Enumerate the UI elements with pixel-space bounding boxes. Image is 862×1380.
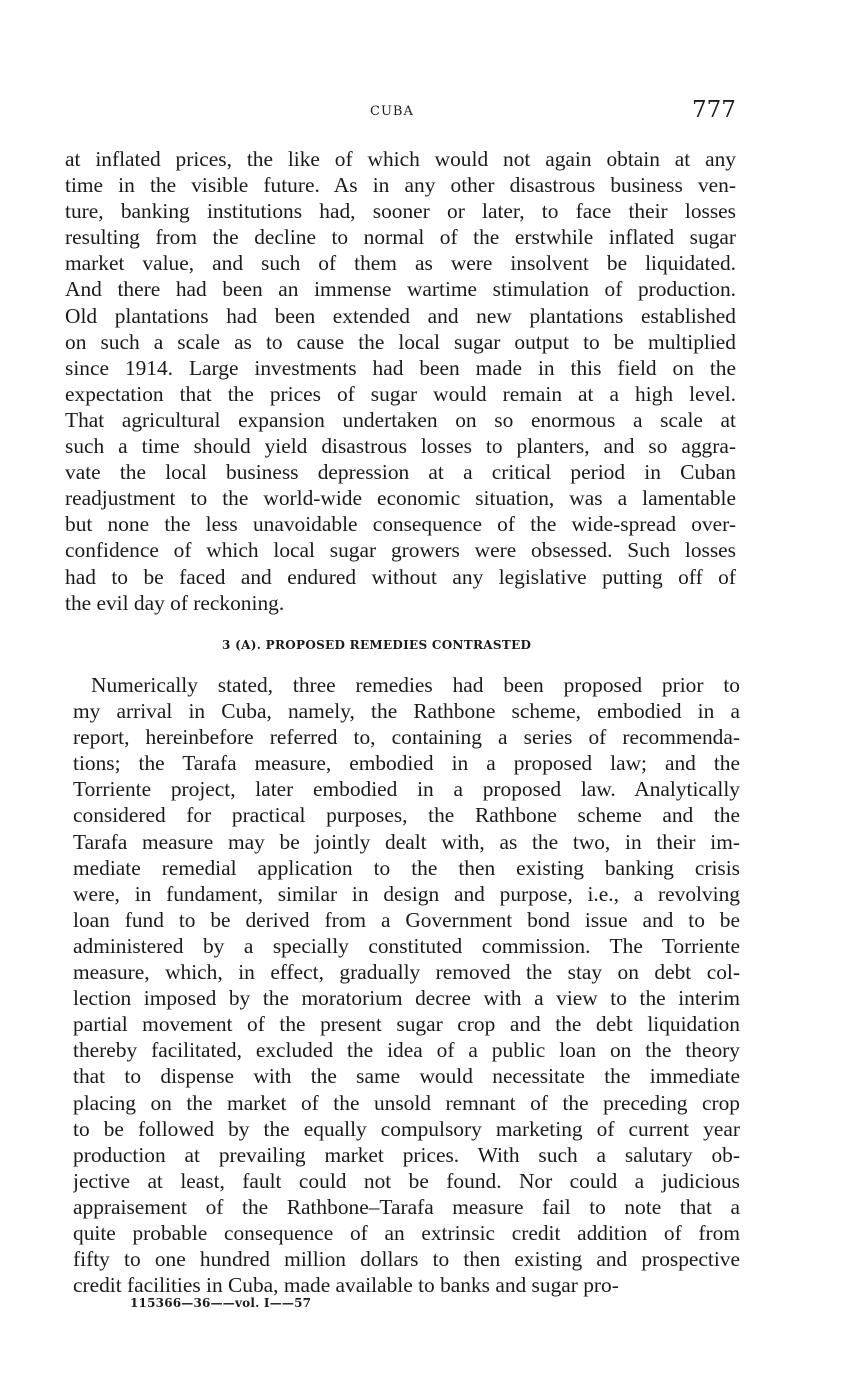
text-line: jective at least, fault could not be found. Nor could a judicious <box>73 1168 740 1193</box>
text-line: that to dispense with the same would necessitate the immediate <box>73 1064 740 1089</box>
text-line: lection imposed by the moratorium decree with a view to the interim <box>73 986 740 1011</box>
text-line: tions; the Tarafa measure, embodied in a proposed law; and the <box>73 751 740 776</box>
text-line: vate the local business depression at a critical period in Cuban <box>65 460 736 485</box>
text-line: fifty to one hundred million dollars to then existing and prospective <box>73 1247 740 1272</box>
running-head: CUBA <box>370 104 414 119</box>
text-line: thereby facilitated, excluded the idea of a public loan on the theory <box>73 1038 740 1063</box>
text-line: on such a scale as to cause the local sugar output to be multiplied <box>65 329 736 354</box>
text-line: to be followed by the equally compulsory marketing of current year <box>73 1116 740 1141</box>
text-line: loan fund to be derived from a Government bond issue and to be <box>73 907 740 932</box>
text-line: at inflated prices, the like of which would not again obtain at any <box>65 147 736 171</box>
text-line: confidence of which local sugar growers were obsessed. Such losses <box>65 538 736 563</box>
text-line: production at prevailing market prices. With such a salutary ob- <box>73 1142 740 1167</box>
text-line: report, hereinbefore referred to, containing a series of recommenda- <box>73 725 740 750</box>
text-line: time in the visible future. As in any other disastrous business ven- <box>65 173 736 198</box>
text-line: considered for practical purposes, the Rathbone scheme and the <box>73 803 740 828</box>
text-line: had to be faced and endured without any legislative putting off of <box>65 564 736 589</box>
text-line: readjustment to the world-wide economic situation, was a lamentable <box>65 486 736 511</box>
text-line: quite probable consequence of an extrinsic credit addition of from <box>73 1220 740 1245</box>
text-line: since 1914. Large investments had been made in this field on the <box>65 355 736 380</box>
text-line: Tarafa measure may be jointly dealt with, as the two, in their im- <box>73 829 740 854</box>
text-line: appraisement of the Rathbone–Tarafa measure fail to note that a <box>73 1194 740 1219</box>
text-line: such a time should yield disastrous losses to planters, and so aggra- <box>65 434 736 459</box>
text-line: mediate remedial application to the then existing banking crisis <box>73 855 740 880</box>
text-line: credit facilities in Cuba, made available to banks and sugar pro- <box>73 1273 619 1298</box>
text-line: the evil day of reckoning. <box>65 590 285 615</box>
text-line: were, in fundament, similar in design and purpose, i.e., a revolving <box>73 881 740 906</box>
body-paragraph-2 <box>73 672 740 1298</box>
text-line: but none the less unavoidable consequence of the wide-spread over- <box>65 512 736 537</box>
text-line: administered by a specially constituted commission. The Torriente <box>73 933 740 958</box>
page-number: 777 <box>692 97 736 123</box>
text-line: partial movement of the present sugar crop and the debt liquidation <box>73 1012 740 1037</box>
text-line: placing on the market of the unsold remnant of the preceding crop <box>73 1090 740 1115</box>
text-line: expectation that the prices of sugar would remain at a high level. <box>65 381 736 406</box>
text-line: resulting from the decline to normal of the erstwhile inflated sugar <box>65 225 736 250</box>
text-line: my arrival in Cuba, namely, the Rathbone scheme, embodied in a <box>73 699 740 724</box>
text-line: Numerically stated, three remedies had been proposed prior to <box>91 673 740 697</box>
text-line: market value, and such of them as were insolvent be liquidated. <box>65 251 736 276</box>
printer-signature: 115366—36——vol. I——57 <box>130 1296 312 1310</box>
text-line: ture, banking institutions had, sooner or later, to face their losses <box>65 199 736 224</box>
text-line: And there had been an immense wartime stimulation of production. <box>65 277 736 302</box>
text-line: That agricultural expansion undertaken on so enormous a scale at <box>65 407 736 432</box>
section-heading: 3 (A). PROPOSED REMEDIES CONTRASTED <box>222 638 532 652</box>
text-line: measure, which, in effect, gradually removed the stay on debt col- <box>73 960 740 985</box>
text-line: Torriente project, later embodied in a proposed law. Analytically <box>73 777 740 802</box>
body-paragraph-1 <box>65 146 736 616</box>
text-line: Old plantations had been extended and new plantations established <box>65 303 736 328</box>
